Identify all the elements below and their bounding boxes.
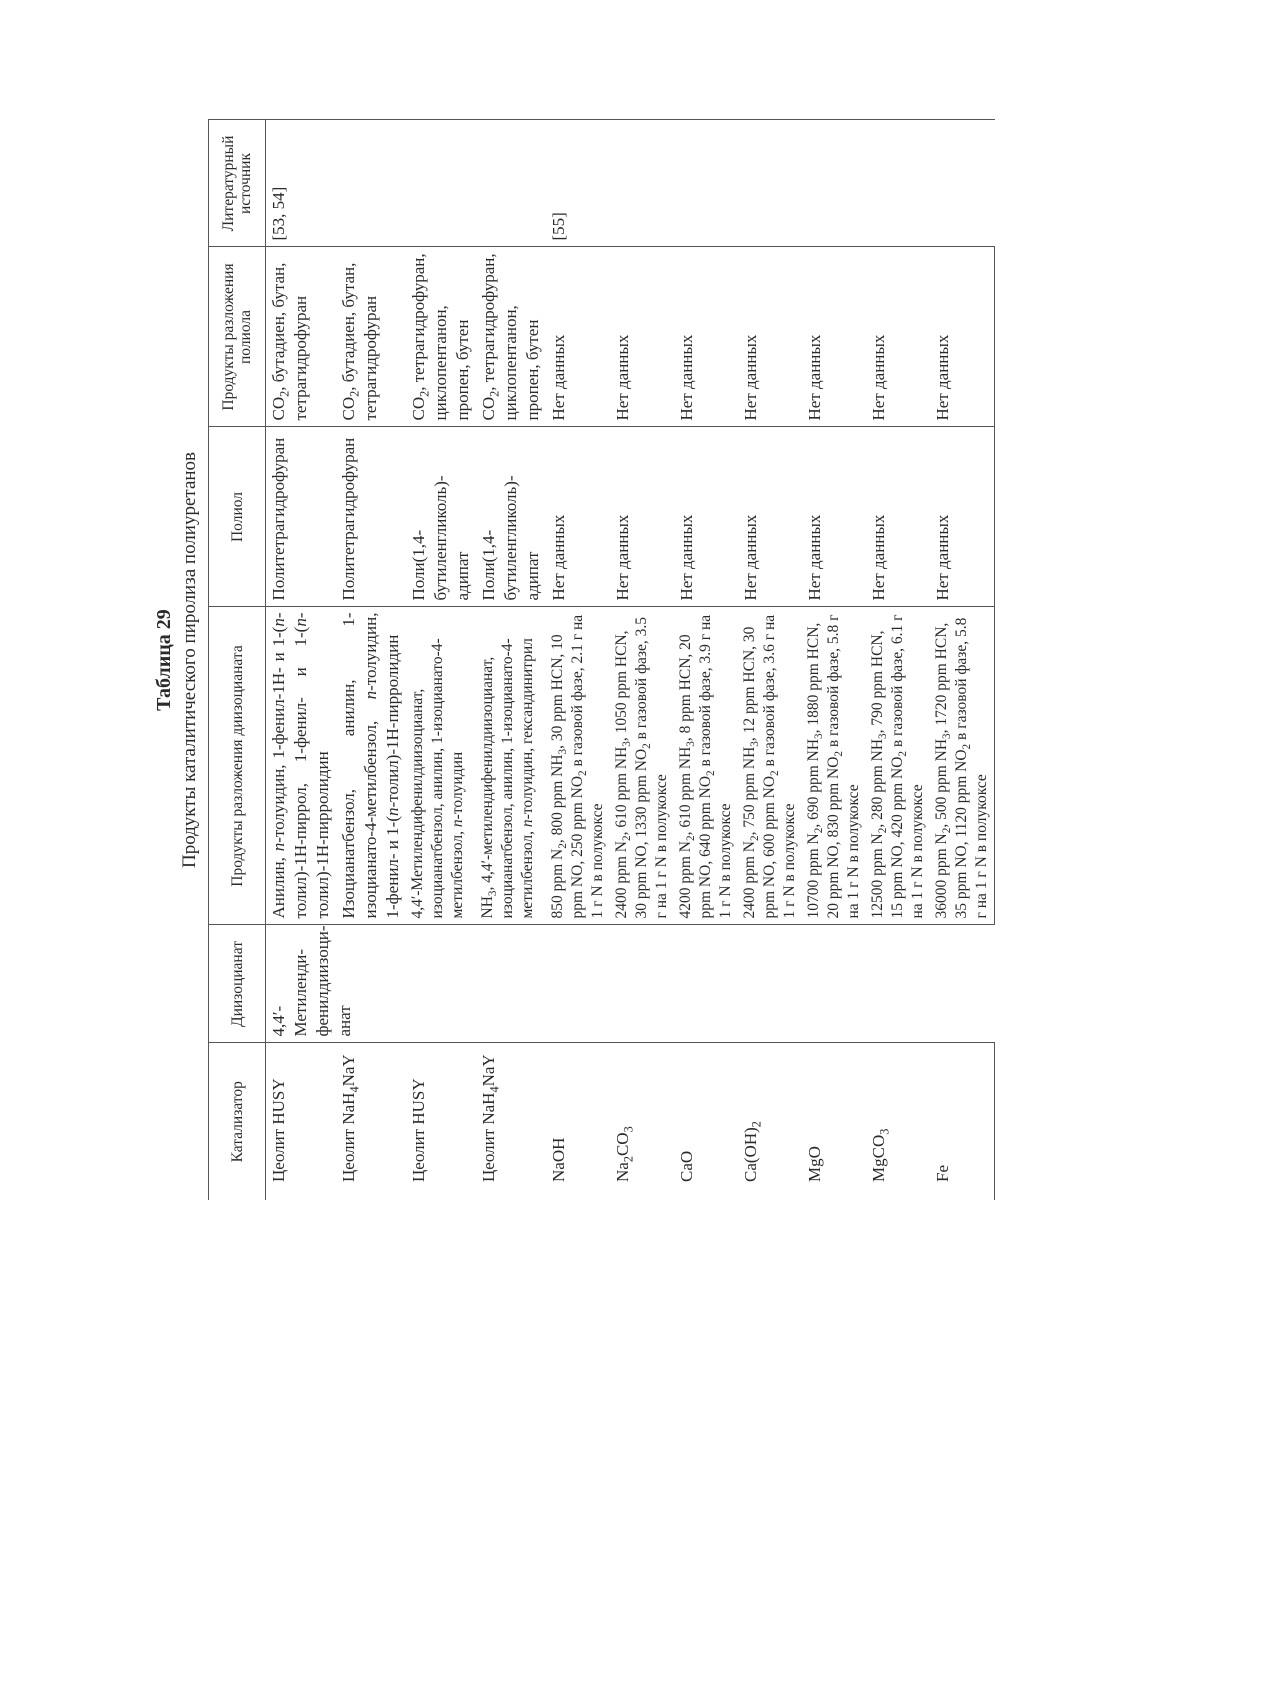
header-diisocyanate-products: Продукты разложения диизоцианата [209, 607, 266, 925]
polyol-products-cell: $CO_2$, тетрагидрофуран, циклопентанон, пропен, бутен [406, 247, 476, 427]
catalyst-cell: Цеолит HUSY [406, 1043, 476, 1200]
table-title: Продукты каталитического пиролиза полиуретанов [179, 451, 200, 869]
table-number: Таблица 29 [153, 609, 175, 711]
polyol-products-cell: Нет данных [738, 247, 802, 427]
catalyst-cell: MgCO$_3$ [866, 1043, 930, 1200]
products-cell: 850 ppm $N_2$, 800 ppm $NH_3$, 30 ppm HCN, 10 ppm NO, 250 ppm $NO_2$ в газовой фазе, 2.1 г на 1 г N в полукоксе [546, 607, 610, 925]
header-row [209, 120, 266, 1200]
polyol-cell: Нет данных [866, 427, 930, 607]
polyol-cell: Нет данных [738, 427, 802, 607]
catalyst-cell: NaOH [546, 1043, 610, 1200]
products-cell: 4,4′-Метилендифенилдиизоцианат, изоцианатбензол, анилин, 1-изоцианато-4-метилбензол, п-толуидин [406, 607, 476, 925]
table-caption [152, 120, 208, 1200]
products-cell: 12500 ppm $N_2$, 280 ppm $NH_3$, 790 ppm HCN, 15 ppm NO, 420 ppm $NO_2$ в газовой фазе, 6.1 г на 1 г N в полукоксе [866, 607, 930, 925]
polyol-cell: Поли(1,4-бутиленгликоль)-адипат [406, 427, 476, 607]
polyol-products-cell: Нет данных [866, 247, 930, 427]
polyol-products-cell: Нет данных [610, 247, 674, 427]
products-cell: 4200 ppm $N_2$, 610 ppm $NH_3$, 8 ppm HCN, 20 ppm NO, 640 ppm $NO_2$ в газовой фазе, 3.9 г на 1 г N в полукоксе [674, 607, 738, 925]
header-polyol-products: Продукты разложения полиола [209, 247, 266, 427]
polyol-products-cell: $CO_2$, бутадиен, бутан, тетрагидрофуран [336, 247, 406, 427]
polyol-cell: Нет данных [674, 427, 738, 607]
products-cell: Анилин, п-толуидин, 1-фенил-1Н- и 1-(п-толил)-1Н-пиррол, 1-фенил- и 1-(п-толил)-1Н-пирролидин [266, 607, 337, 925]
polyol-products-cell: Нет данных [930, 247, 995, 427]
polyol-cell: Нет данных [930, 427, 995, 607]
header-diisocyanate: Диизоцианат [209, 925, 266, 1043]
polyol-cell: Политетрагидрофуран [336, 427, 406, 607]
polyol-cell: Поли(1,4-бутиленгликоль)-адипат [476, 427, 546, 607]
catalyst-cell: CaO [674, 1043, 738, 1200]
catalyst-cell: Цеолит NaH$_4$NaY [476, 1043, 546, 1200]
table-row [266, 120, 337, 1200]
header-polyol: Полиол [209, 427, 266, 607]
source-cell: [55] [546, 120, 995, 247]
polyol-cell: Нет данных [610, 427, 674, 607]
polyol-products-cell: Нет данных [674, 247, 738, 427]
catalyst-cell: Цеолит NaH$_4$NaY [336, 1043, 406, 1200]
catalyst-cell: $Ca(OH)_2$ [738, 1043, 802, 1200]
catalyst-cell: Fe [930, 1043, 995, 1200]
diisocyanate-cell: 4,4′-Метилендифенилдиизоцианат [266, 925, 995, 1043]
products-cell: Изоцианатбензол, анилин, 1-изоцианато-4-метилбензол, п-толуидин, 1-фенил- и 1-(п-толил)-1Н-пирролидин [336, 607, 406, 925]
polyol-products-cell: Нет данных [802, 247, 866, 427]
polyol-cell: Политетрагидрофуран [266, 427, 337, 607]
header-source: Литературный источник [209, 120, 266, 247]
polyol-products-cell: $CO_2$, бутадиен, бутан, тетрагидрофуран [266, 247, 337, 427]
source-cell: [53, 54] [266, 120, 547, 247]
catalyst-cell: MgO [802, 1043, 866, 1200]
rotated-page-content [152, 120, 1102, 1200]
polyol-products-cell: Нет данных [546, 247, 610, 427]
data-table [208, 120, 995, 1201]
polyol-cell: Нет данных [546, 427, 610, 607]
catalyst-cell: Цеолит HUSY [266, 1043, 337, 1200]
catalyst-cell: $Na_2CO_3$ [610, 1043, 674, 1200]
header-catalyst: Катализатор [209, 1043, 266, 1200]
products-cell: 36000 ppm $N_2$, 500 ppm $NH_3$, 1720 ppm HCN, 35 ppm NO, 1120 ppm $NO_2$ в газовой фазе, 5.8 г на 1 г N в полукоксе [930, 607, 995, 925]
products-cell: 2400 ppm $N_2$, 750 ppm $NH_3$, 12 ppm HCN, 30 ppm NO, 600 ppm $NO_2$ в газовой фазе, 3.6 г на 1 г N в полукоксе [738, 607, 802, 925]
products-cell: 2400 ppm $N_2$, 610 ppm $NH_3$, 1050 ppm HCN, 30 ppm NO, 1330 ppm $NO_2$ в газовой фазе, 3.5 г на 1 г N в полукоксе [610, 607, 674, 925]
polyol-cell: Нет данных [802, 427, 866, 607]
polyol-products-cell: $CO_2$, тетрагидрофуран, циклопентанон, пропен, бутен [476, 247, 546, 427]
products-cell: 10700 ppm $N_2$, 690 ppm $NH_3$, 1880 ppm HCN, 20 ppm NO, 830 ppm $NO_2$ в газовой фазе, 5.8 г на 1 г N в полукоксе [802, 607, 866, 925]
products-cell: $NH_3$, 4,4′-метилендифенилдиизоцианат, изоцианатбензол, анилин, 1-изоцианато-4-метилбензол, п-толуидин, гександинитрил [476, 607, 546, 925]
